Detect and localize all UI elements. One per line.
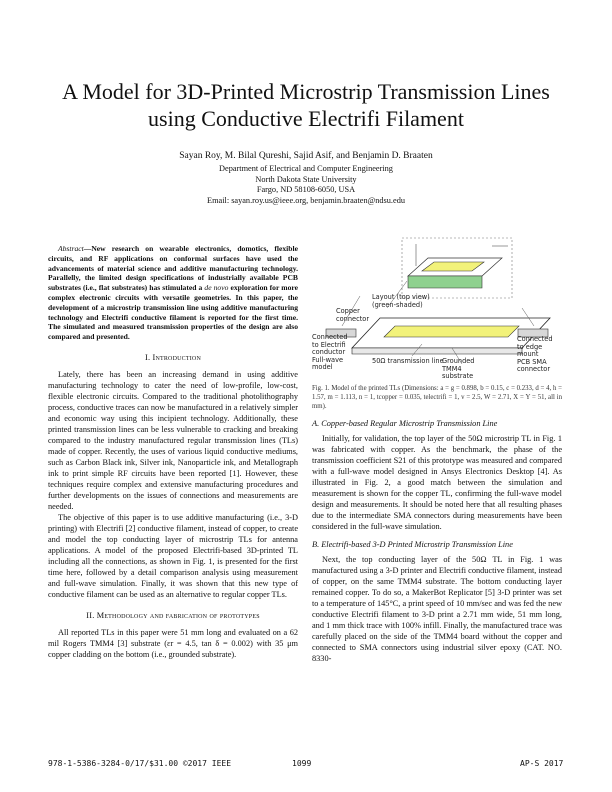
inset-detail	[402, 238, 512, 298]
label-layout	[372, 294, 430, 309]
section-2-title: II. Methodology and fabrication of prototypes	[86, 610, 260, 620]
affiliation-block	[40, 164, 572, 206]
section-b-paragraph-1: Next, the top conducting layer of the 50Ω TL in Fig. 1 was manufactured using a 3-D printer and Electrifi conductive filament, instead of copper, on the same TMM4 substrate. The bottom conducting layer remained copper. To do so, a MakerBot Replicator [5] 3-D printer was set to a temperature of 145°C, a print speed of 10 mm/sec and was fed the new conductive Electrifi filament to 3-D print a 2.71 mm wide, 51 mm long, and 1 mm thick trace with 100% infill. Finally, the manufactured trace was carefully placed on the side of the TMM4 board without the copper and connected to SMA connectors using industrial silver epoxy (CAT. NO. 8330-	[312, 555, 562, 664]
label-connector-text: connector	[336, 314, 370, 323]
footer-conference: AP-S 2017	[520, 759, 564, 768]
section-a-paragraph-1: Initially, for validation, the top layer of the 50Ω microstrip TL in Fig. 1 was fabricated with copper. As the benchmark, the phase of the transmission coefficient S21 of this prototype was measured and compared with a full-wave model designed in Ansys Electronics Desktop [4]. As illustrated in Fig. 2, a good match between the simulation and measurement is shown for the copper TL, confirming the full-wave model design and measurements. It should be noted here that all resulting phases due to the intermediate SMA connectors during measurements have been considered in the full-wave simulation.	[312, 434, 562, 532]
author-list: Sayan Roy, M. Bilal Qureshi, Sajid Asif, and Benjamin D. Braaten	[179, 151, 433, 161]
abstract-text-a: —New research on wearable electronics, domotics, flexible circuits, and RF applications on conformal surfaces have used the advancements of material science and additive manufacturing technology. Parallelly, the limited design specifications of industrially available PCB substrates (i.e., flat substrates) has stimulated a	[48, 244, 298, 293]
label-copper	[336, 308, 369, 323]
trace-strip	[384, 326, 519, 337]
label-model-text: model	[312, 363, 333, 371]
left-column	[48, 244, 298, 660]
label-layout-text-2: (green-shaded)	[372, 300, 423, 309]
affiliation-city: Fargo, ND 58108-6050, USA	[256, 185, 356, 195]
label-substrate-text: substrate	[442, 372, 474, 380]
label-ground-text: Grounded	[442, 357, 475, 365]
label-connected	[312, 334, 348, 372]
affiliation-email: Email: sayan.roy.us@ieee.org, benjamin.braaten@ndsu.edu	[207, 195, 405, 205]
label-electrifi-text: to Electrifi	[312, 340, 346, 349]
abstract-italic: de novo	[204, 283, 229, 293]
label-50ohm: 50Ω transmission line	[372, 357, 444, 365]
section-a-title: A. Copper-based Regular Microstrip Transmission Line	[312, 419, 498, 429]
right-column	[312, 236, 562, 664]
label-fullwave-text: Full-wave	[312, 355, 344, 364]
affiliation-dept: Department of Electrical and Computer Engineering	[219, 164, 393, 173]
affiliation-univ: North Dakota State University	[255, 174, 357, 184]
footer-isbn: 978-1-5386-3284-0/17/$31.00 ©2017 IEEE	[48, 759, 232, 768]
abstract	[48, 244, 298, 342]
label-conn2-text: Connected	[517, 335, 553, 343]
figure-1-caption: Fig. 1. Model of the printed TLs (Dimensions: a = g = 0.898, b = 0.15, c = 0.233, d = 4, h = 1.57, m = 1.113, n = 1, tcopper = 0.035, telectrifi = 1, v = 2.5, W = 2.71, X = Y = 51, all in mm).	[312, 385, 562, 410]
abstract-text-b: exploration for more complex electronic circuits with versatile geometries. In this paper, the development of a microstrip transmission line using additive manufacturing technology and Electrifi conductive filament is reported for the first time. The simulated and measured transmission properties of the design are also compared and presented.	[48, 283, 299, 342]
section-1-title: I. Introduction	[144, 352, 201, 362]
figure-1	[312, 236, 562, 381]
label-connected-text: Connected	[312, 333, 348, 341]
label-tmm4-text: TMM4	[442, 364, 462, 373]
paper-title: A Model for 3D-Printed Microstrip Transmission Lines using Conductive Electrifi Filament	[62, 79, 550, 131]
section-b-title: B. Electrifi-based 3-D Printed Microstrip Transmission Line	[312, 540, 513, 550]
footer-page-number: 1099	[292, 759, 312, 768]
label-edge-mount	[517, 336, 553, 374]
label-copper-text: Copper	[336, 307, 360, 315]
label-layout-text: Layout (top view)	[372, 293, 430, 301]
label-conductor-text: conductor	[312, 348, 346, 356]
label-ground	[442, 358, 475, 381]
substrate-edge	[352, 348, 522, 354]
section-2-paragraph-1: All reported TLs in this paper were 51 mm long and evaluated on a 62 mil Rogers TMM4 [3] substrate (εr = 4.5, tan δ = 0.002) with 35 μm copper cladding on the bottom (i.e., grounded substrate).	[48, 627, 298, 659]
section-1-paragraph-1: Lately, there has been an increasing demand in using additive manufacturing technology to cater the need of low-profile, low-cost, flexible electronic circuits. Compared to the traditional photolithography process, conductive traces can now be manufactured in a relatively simpler and economic way using this incipient technology. Additionally, these printed transmission lines can be less vulnerable to cracking and breaking compared to the industry manufactured regular transmission lines (TLs) made of copper. Recently, the uses of various liquid conductive mediums, such as Carbon Black ink, Silver ink, Nanoparticle ink, and Metallograph ink to print simple RF circuits have been reported [1]. However, these techniques require complex and extensive manufacturing procedures and further developments on the issues of connections and measurements are needed.	[48, 369, 298, 511]
label-pcb-text: PCB SMA	[517, 357, 547, 366]
label-connector2-text: connector	[517, 365, 551, 373]
label-mount-text: mount	[517, 350, 539, 358]
abstract-label: Abstract	[58, 244, 84, 253]
label-edge-text: to edge	[517, 342, 543, 351]
section-1-paragraph-2: The objective of this paper is to use additive manufacturing (i.e., 3-D printing) with Electrifi [2] conductive filament, instead of copper, to create and model the top conducting layer of microstrip TLs for antenna applications. A model of the proposed Electrifi-based 3D-printed TL including all the connections, as shown in Fig. 1, is presented for the first time here, followed by a detail comparison analysis using measurement and full-wave simulation. Finally, it was shown that this new type of conductive filament can be used as an alternative to regular copper TLs.	[48, 512, 298, 599]
